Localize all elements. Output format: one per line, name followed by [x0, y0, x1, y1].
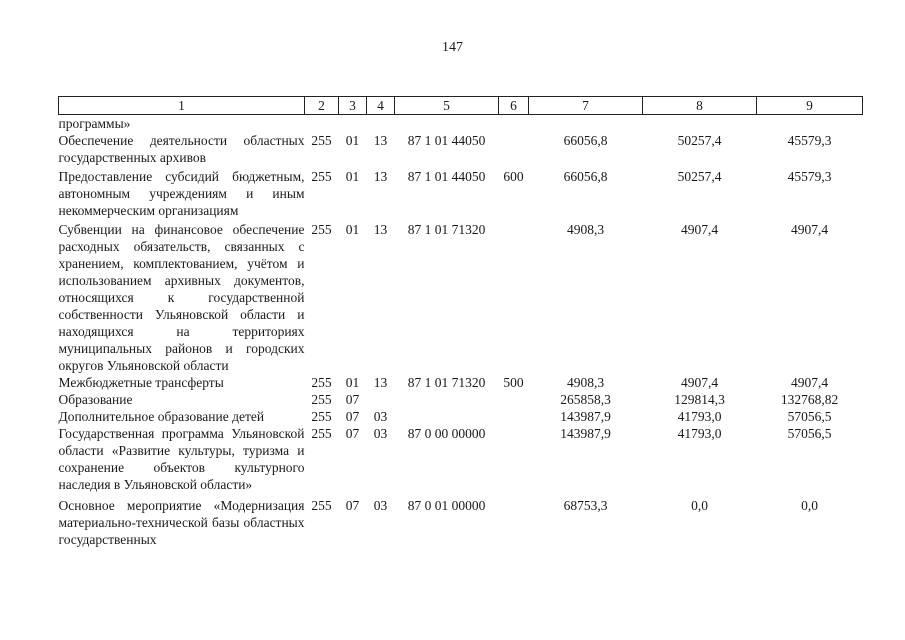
row-value-9: 45579,3: [787, 169, 832, 184]
row-csr: 87 1 01 44050: [407, 133, 486, 148]
row-rz: [339, 115, 367, 133]
row-csr: 87 1 01 71320: [407, 375, 486, 390]
table-row: [59, 115, 863, 133]
row-value-8: 129814,3: [674, 392, 725, 407]
row-vr: [499, 425, 529, 493]
row-vr: [499, 497, 529, 548]
table-row: [59, 374, 863, 391]
row-value-8: 4907,4: [680, 375, 719, 390]
row-rz: 01: [345, 222, 360, 237]
budget-table: [58, 96, 863, 548]
row-rz: 01: [345, 375, 360, 390]
row-adm: 255: [311, 392, 332, 407]
row-pr: 13: [373, 133, 388, 148]
col-header-9: 9: [757, 97, 863, 115]
row-value-9: 0,0: [801, 498, 818, 513]
row-value-8: 4907,4: [680, 222, 719, 237]
row-pr: 13: [373, 222, 388, 237]
col-header-2: 2: [305, 97, 339, 115]
col-header-5: 5: [395, 97, 499, 115]
row-value-9: [757, 115, 863, 133]
row-adm: 255: [311, 409, 332, 424]
row-value-9: 45579,3: [787, 133, 832, 148]
row-vr: 500: [503, 375, 524, 390]
row-value-8: 0,0: [691, 498, 708, 513]
row-name: программы»: [58, 116, 131, 131]
table-row: [59, 497, 863, 548]
row-pr: 03: [373, 498, 388, 513]
row-rz: 01: [345, 169, 360, 184]
row-value-7: 68753,3: [563, 498, 608, 513]
row-vr: [499, 221, 529, 374]
row-value-7: [529, 115, 643, 133]
row-pr: 13: [373, 375, 388, 390]
col-header-8: 8: [643, 97, 757, 115]
row-pr: 03: [373, 409, 388, 424]
row-csr: [395, 115, 499, 133]
col-header-3: 3: [339, 97, 367, 115]
col-header-6: 6: [499, 97, 529, 115]
row-rz: 01: [345, 133, 360, 148]
header-row: [59, 97, 863, 115]
page-number: 147: [442, 40, 463, 55]
row-pr: [367, 391, 395, 408]
row-vr: 600: [503, 169, 524, 184]
row-value-7: 4908,3: [566, 222, 605, 237]
row-value-7: 66056,8: [563, 169, 608, 184]
row-adm: 255: [311, 375, 332, 390]
table-row: [59, 132, 863, 166]
row-vr: [499, 115, 529, 133]
row-name: Межбюджетные трансферты: [58, 375, 224, 390]
row-value-7: 143987,9: [560, 409, 611, 424]
row-rz: 07: [345, 392, 360, 407]
row-value-8: [643, 115, 757, 133]
row-name: Образование: [58, 392, 133, 407]
table-row: [59, 168, 863, 219]
row-pr: [367, 115, 395, 133]
row-name: Субвенции на финансовое обеспечение расходных обязательств, связанных с хранением, комплектованием, учётом и использованием архивных документов, относящихся к государственной собственности Ульяновской области и находящихся на территориях муниципальных районов и городских округов Ульяновской области: [58, 222, 305, 373]
row-adm: 255: [311, 222, 332, 237]
row-adm: 255: [311, 498, 332, 513]
row-rz: 07: [345, 409, 360, 424]
row-csr: 87 0 00 00000: [407, 426, 486, 441]
row-name: Обеспечение деятельности областных государственных архивов: [58, 133, 305, 165]
row-value-9: 132768,82: [780, 392, 839, 407]
table-row: [59, 221, 863, 374]
row-adm: 255: [311, 169, 332, 184]
row-name: Дополнительное образование детей: [58, 409, 265, 424]
row-csr: 87 1 01 44050: [407, 169, 486, 184]
row-value-8: 41793,0: [677, 409, 722, 424]
col-header-4: 4: [367, 97, 395, 115]
table-row: [59, 408, 863, 425]
row-value-9: 57056,5: [787, 426, 832, 441]
row-value-8: 50257,4: [677, 169, 722, 184]
row-adm: 255: [311, 133, 332, 148]
row-pr: 13: [373, 169, 388, 184]
row-rz: 07: [345, 426, 360, 441]
row-csr: [395, 408, 499, 425]
row-rz: 07: [345, 498, 360, 513]
row-vr: [499, 408, 529, 425]
row-value-8: 41793,0: [677, 426, 722, 441]
row-value-9: 4907,4: [790, 375, 829, 390]
col-header-7: 7: [529, 97, 643, 115]
row-value-8: 50257,4: [677, 133, 722, 148]
row-name: Государственная программа Ульяновской области «Развитие культуры, туризма и сохранение объектов культурного наследия в Ульяновской области»: [58, 426, 305, 492]
row-vr: [499, 132, 529, 166]
table-row: [59, 391, 863, 408]
row-adm: [305, 115, 339, 133]
row-adm: 255: [311, 426, 332, 441]
row-csr: 87 1 01 71320: [407, 222, 486, 237]
row-value-9: 4907,4: [790, 222, 829, 237]
row-vr: [499, 391, 529, 408]
row-csr: [395, 391, 499, 408]
row-csr: 87 0 01 00000: [407, 498, 486, 513]
row-name: Предоставление субсидий бюджетным, автономным учреждениям и иным некоммерческим организациям: [58, 169, 305, 218]
row-value-7: 265858,3: [560, 392, 611, 407]
table-row: [59, 425, 863, 493]
row-pr: 03: [373, 426, 388, 441]
col-header-1: 1: [59, 97, 305, 115]
row-value-7: 66056,8: [563, 133, 608, 148]
row-value-7: 4908,3: [566, 375, 605, 390]
row-value-7: 143987,9: [560, 426, 611, 441]
row-name: Основное мероприятие «Модернизация материально-технической базы областных государственных: [58, 498, 305, 547]
row-value-9: 57056,5: [787, 409, 832, 424]
